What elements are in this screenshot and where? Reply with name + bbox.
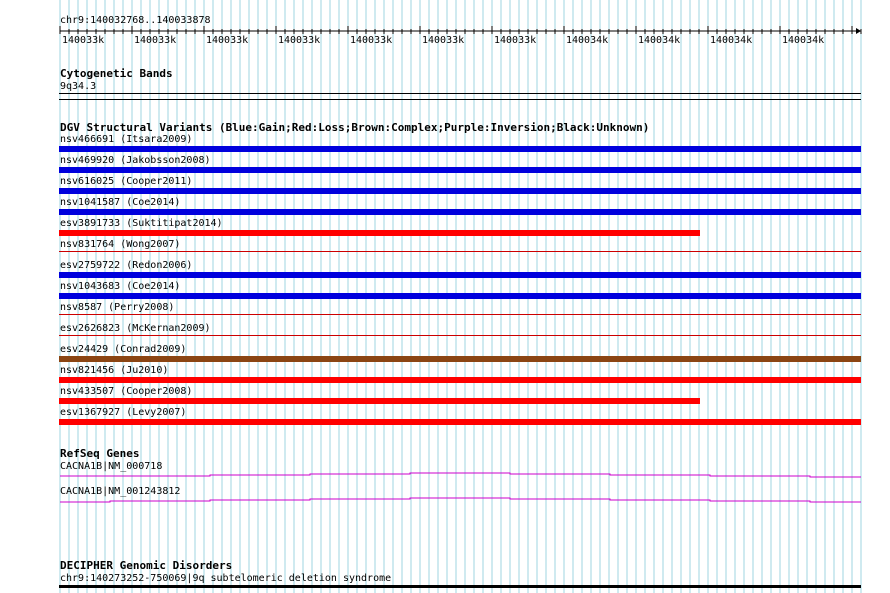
variant-bar[interactable] xyxy=(59,188,861,194)
cytoband-label: 9q34.3 xyxy=(60,81,97,92)
variant-label: esv3891733 (Suktitipat2014) xyxy=(60,218,223,229)
cytoband-bar[interactable] xyxy=(59,93,861,94)
variant-label: esv2759722 (Redon2006) xyxy=(60,260,193,271)
variant-label: nsv1041587 (Coe2014) xyxy=(60,197,181,208)
ruler-tick-label: 140033k xyxy=(278,35,321,46)
ruler-tick-label: 140033k xyxy=(494,35,537,46)
refseq-track-title: RefSeq Genes xyxy=(60,447,140,460)
decipher-bar[interactable] xyxy=(59,585,861,588)
variant-bar[interactable] xyxy=(59,146,861,152)
variant-label: nsv469920 (Jakobsson2008) xyxy=(60,155,211,166)
variant-label: esv24429 (Conrad2009) xyxy=(60,344,187,355)
ruler-tick-label: 140034k xyxy=(782,35,825,46)
variant-bar[interactable] xyxy=(59,356,861,362)
variant-label: nsv433507 (Cooper2008) xyxy=(60,386,193,397)
variant-bar[interactable] xyxy=(59,398,700,404)
ruler-range-label: chr9:140032768..140033878 xyxy=(60,15,211,26)
variant-bar[interactable] xyxy=(59,377,861,383)
variant-bar[interactable] xyxy=(59,314,861,315)
ruler-tick-label: 140033k xyxy=(350,35,393,46)
variant-label: nsv8587 (Perry2008) xyxy=(60,302,175,313)
gene-models xyxy=(0,465,890,510)
variant-label: nsv466691 (Itsara2009) xyxy=(60,134,193,145)
variant-bar[interactable] xyxy=(59,419,861,425)
cytoband-track-title: Cytogenetic Bands xyxy=(60,67,173,80)
gene-model-nm-001243812[interactable] xyxy=(60,498,861,502)
variant-label: nsv1043683 (Coe2014) xyxy=(60,281,181,292)
variant-bar[interactable] xyxy=(59,335,861,336)
variant-bar[interactable] xyxy=(59,272,861,278)
gene-label: CACNA1B|NM_000718 xyxy=(60,461,163,472)
ruler-tick-label: 140034k xyxy=(638,35,681,46)
ruler-tick-label: 140033k xyxy=(134,35,177,46)
variant-bar[interactable] xyxy=(59,293,861,299)
variant-bar[interactable] xyxy=(59,230,700,236)
gene-label: CACNA1B|NM_001243812 xyxy=(60,486,181,497)
variant-label: nsv821456 (Ju2010) xyxy=(60,365,169,376)
variant-label: nsv616025 (Cooper2011) xyxy=(60,176,193,187)
variant-bar[interactable] xyxy=(59,251,861,252)
variant-bar[interactable] xyxy=(59,167,861,173)
variant-label: esv2626823 (McKernan2009) xyxy=(60,323,211,334)
ruler-tick-label: 140034k xyxy=(710,35,753,46)
cytoband-divider xyxy=(59,99,861,100)
variant-label: esv1367927 (Levy2007) xyxy=(60,407,187,418)
ruler-tick-label: 140033k xyxy=(62,35,105,46)
ruler-ticks xyxy=(60,26,861,34)
ruler-tick-label: 140033k xyxy=(422,35,465,46)
variant-bar[interactable] xyxy=(59,209,861,215)
ruler-arrow-icon xyxy=(856,28,861,34)
variant-label: nsv831764 (Wong2007) xyxy=(60,239,181,250)
decipher-entry-label: chr9:140273252-750069|9q subtelomeric deletion syndrome xyxy=(60,573,392,584)
ruler-tick-label: 140034k xyxy=(566,35,609,46)
gene-model-nm-000718[interactable] xyxy=(60,473,861,477)
decipher-track-title: DECIPHER Genomic Disorders xyxy=(60,559,233,572)
ruler-tick-label: 140033k xyxy=(206,35,249,46)
dgv-track-title: DGV Structural Variants (Blue:Gain;Red:Loss;Brown:Complex;Purple:Inversion;Black:Unknown) xyxy=(60,121,650,134)
